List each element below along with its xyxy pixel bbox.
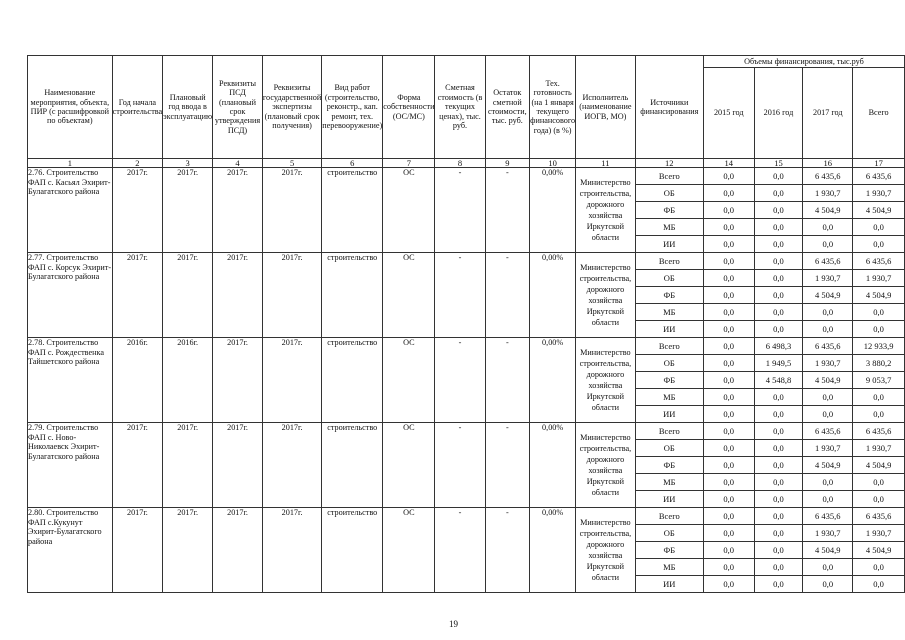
value-2015: 0,0 <box>703 270 754 287</box>
value-2016: 0,0 <box>754 185 803 202</box>
entry-ownership: ОС <box>383 508 435 593</box>
entry-remainder: - <box>485 423 530 508</box>
value-2017: 6 435,6 <box>803 253 853 270</box>
value-2016: 0,0 <box>754 457 803 474</box>
entry-year-start: 2017г. <box>112 253 163 338</box>
value-2017: 4 504,9 <box>803 202 853 219</box>
entry-name: 2.79. Строительство ФАП с. Ново-Николаевск Эхирит-Булагатского района <box>28 423 113 508</box>
value-2017: 0,0 <box>803 406 853 423</box>
entry-ownership: ОС <box>383 338 435 423</box>
value-2016: 0,0 <box>754 202 803 219</box>
value-total: 9 053,7 <box>853 372 905 389</box>
value-2016: 0,0 <box>754 576 803 593</box>
header-cost: Сметная стоимость (в текущих ценах), тыс. руб. <box>435 56 485 159</box>
source-label: ФБ <box>635 372 703 389</box>
value-2016: 0,0 <box>754 236 803 253</box>
value-2017: 4 504,9 <box>803 372 853 389</box>
value-2017: 4 504,9 <box>803 542 853 559</box>
source-label: Всего <box>635 253 703 270</box>
value-2015: 0,0 <box>703 406 754 423</box>
col-number: 3 <box>163 159 213 168</box>
value-2016: 4 548,8 <box>754 372 803 389</box>
source-label: МБ <box>635 389 703 406</box>
entry-remainder: - <box>485 508 530 593</box>
entry-year-start: 2017г. <box>112 508 163 593</box>
entry-readiness: 0,00% <box>530 508 576 593</box>
value-2015: 0,0 <box>703 355 754 372</box>
value-2017: 6 435,6 <box>803 508 853 525</box>
source-label: ОБ <box>635 355 703 372</box>
entry-psd: 2017г. <box>213 168 263 253</box>
value-2015: 0,0 <box>703 287 754 304</box>
col-number: 9 <box>485 159 530 168</box>
value-total: 0,0 <box>853 576 905 593</box>
value-2016: 0,0 <box>754 423 803 440</box>
entry-executor: Министерство строительства, дорожного хозяйства Иркутской области <box>576 253 636 338</box>
header-2017: 2017 год <box>803 68 853 159</box>
entry-name: 2.77. Строительство ФАП с. Корсук Эхирит-Булагатского района <box>28 253 113 338</box>
value-2016: 0,0 <box>754 287 803 304</box>
value-2016: 1 949,5 <box>754 355 803 372</box>
entry-work-type: строительство <box>322 253 383 338</box>
entry-year-plan: 2016г. <box>163 338 213 423</box>
source-label: Всего <box>635 338 703 355</box>
value-2016: 0,0 <box>754 304 803 321</box>
header-remainder: Остаток сметной стоимости, тыс. руб. <box>485 56 530 159</box>
col-number: 17 <box>853 159 905 168</box>
header-executor: Исполнитель (наименование ИОГВ, МО) <box>576 56 636 159</box>
value-total: 4 504,9 <box>853 457 905 474</box>
value-2016: 0,0 <box>754 321 803 338</box>
col-number: 15 <box>754 159 803 168</box>
entry-ownership: ОС <box>383 423 435 508</box>
entry-ownership: ОС <box>383 253 435 338</box>
value-2017: 0,0 <box>803 219 853 236</box>
entry-expertise: 2017г. <box>262 168 321 253</box>
entry-remainder: - <box>485 168 530 253</box>
entry-remainder: - <box>485 338 530 423</box>
value-total: 0,0 <box>853 406 905 423</box>
entry-year-plan: 2017г. <box>163 508 213 593</box>
entry-name: 2.80. Строительство ФАП с.Кукунут Эхирит-Булагатского района <box>28 508 113 593</box>
entry-name: 2.78. Строительство ФАП с. Рождественка Тайшетского района <box>28 338 113 423</box>
value-total: 0,0 <box>853 321 905 338</box>
table-row <box>28 508 905 525</box>
value-total: 1 930,7 <box>853 525 905 542</box>
entry-expertise: 2017г. <box>262 508 321 593</box>
table-row <box>28 423 905 440</box>
value-2017: 4 504,9 <box>803 457 853 474</box>
value-2015: 0,0 <box>703 389 754 406</box>
value-2017: 1 930,7 <box>803 185 853 202</box>
value-2015: 0,0 <box>703 185 754 202</box>
value-total: 12 933,9 <box>853 338 905 355</box>
entry-psd: 2017г. <box>213 508 263 593</box>
col-number: 10 <box>530 159 576 168</box>
entry-psd: 2017г. <box>213 423 263 508</box>
entry-year-start: 2017г. <box>112 168 163 253</box>
value-2016: 0,0 <box>754 508 803 525</box>
table-row <box>28 253 905 270</box>
col-number: 1 <box>28 159 113 168</box>
header-2016: 2016 год <box>754 68 803 159</box>
header-year-plan: Плановый год ввода в эксплуатацию <box>163 56 213 159</box>
entry-readiness: 0,00% <box>530 253 576 338</box>
col-number: 5 <box>262 159 321 168</box>
header-name: Наименование мероприятия, объекта, ПИР (с расшифровкой по объектам) <box>28 56 113 159</box>
value-2016: 0,0 <box>754 525 803 542</box>
col-number: 8 <box>435 159 485 168</box>
value-2015: 0,0 <box>703 457 754 474</box>
value-2016: 0,0 <box>754 389 803 406</box>
value-2015: 0,0 <box>703 576 754 593</box>
source-label: МБ <box>635 474 703 491</box>
source-label: ОБ <box>635 440 703 457</box>
header-2015: 2015 год <box>703 68 754 159</box>
value-total: 1 930,7 <box>853 270 905 287</box>
entry-work-type: строительство <box>322 168 383 253</box>
value-2016: 0,0 <box>754 406 803 423</box>
entry-psd: 2017г. <box>213 253 263 338</box>
value-2015: 0,0 <box>703 440 754 457</box>
col-number: 11 <box>576 159 636 168</box>
source-label: ИИ <box>635 236 703 253</box>
col-number: 4 <box>213 159 263 168</box>
col-number: 12 <box>635 159 703 168</box>
entry-work-type: строительство <box>322 423 383 508</box>
value-2017: 1 930,7 <box>803 440 853 457</box>
value-2016: 0,0 <box>754 270 803 287</box>
source-label: ФБ <box>635 542 703 559</box>
entry-cost: - <box>435 338 485 423</box>
source-label: Всего <box>635 508 703 525</box>
table-row <box>28 168 905 185</box>
value-2017: 0,0 <box>803 474 853 491</box>
header-year-start: Год начала строительства <box>112 56 163 159</box>
value-2016: 0,0 <box>754 491 803 508</box>
entry-year-start: 2017г. <box>112 423 163 508</box>
value-total: 6 435,6 <box>853 423 905 440</box>
source-label: Всего <box>635 168 703 185</box>
entry-executor: Министерство строительства, дорожного хозяйства Иркутской области <box>576 423 636 508</box>
header-funding-group: Объемы финансирования, тыс.руб <box>703 56 904 68</box>
entry-readiness: 0,00% <box>530 168 576 253</box>
value-2015: 0,0 <box>703 321 754 338</box>
value-2017: 0,0 <box>803 389 853 406</box>
value-total: 4 504,9 <box>853 202 905 219</box>
entry-expertise: 2017г. <box>262 338 321 423</box>
source-label: ИИ <box>635 406 703 423</box>
source-label: ОБ <box>635 525 703 542</box>
value-total: 1 930,7 <box>853 440 905 457</box>
entry-readiness: 0,00% <box>530 338 576 423</box>
col-number: 2 <box>112 159 163 168</box>
entry-cost: - <box>435 253 485 338</box>
value-2017: 4 504,9 <box>803 287 853 304</box>
value-total: 0,0 <box>853 474 905 491</box>
entry-work-type: строительство <box>322 338 383 423</box>
table-body <box>28 168 905 593</box>
value-total: 0,0 <box>853 491 905 508</box>
entry-cost: - <box>435 168 485 253</box>
value-2015: 0,0 <box>703 491 754 508</box>
header-expertise: Реквизиты государственной экспертизы (плановый срок получения) <box>262 56 321 159</box>
value-2015: 0,0 <box>703 508 754 525</box>
value-2015: 0,0 <box>703 559 754 576</box>
value-2015: 0,0 <box>703 542 754 559</box>
header-sources: Источники финансирования <box>635 56 703 159</box>
value-2017: 0,0 <box>803 576 853 593</box>
value-2015: 0,0 <box>703 236 754 253</box>
financing-table <box>27 55 905 593</box>
source-label: МБ <box>635 304 703 321</box>
entry-work-type: строительство <box>322 508 383 593</box>
entry-expertise: 2017г. <box>262 423 321 508</box>
source-label: МБ <box>635 219 703 236</box>
value-2015: 0,0 <box>703 525 754 542</box>
value-total: 1 930,7 <box>853 185 905 202</box>
value-2015: 0,0 <box>703 423 754 440</box>
value-2016: 0,0 <box>754 474 803 491</box>
value-total: 0,0 <box>853 304 905 321</box>
value-2016: 0,0 <box>754 542 803 559</box>
header-psd: Реквизиты ПСД (плановый срок утверждения ПСД) <box>213 56 263 159</box>
column-numbers-row <box>28 159 905 168</box>
value-2017: 1 930,7 <box>803 270 853 287</box>
source-label: ИИ <box>635 491 703 508</box>
value-2016: 0,0 <box>754 440 803 457</box>
value-total: 6 435,6 <box>853 253 905 270</box>
value-total: 0,0 <box>853 389 905 406</box>
col-number: 16 <box>803 159 853 168</box>
source-label: ФБ <box>635 457 703 474</box>
header-ownership: Форма собственности (ОС/МС) <box>383 56 435 159</box>
col-number: 6 <box>322 159 383 168</box>
value-2015: 0,0 <box>703 202 754 219</box>
value-2015: 0,0 <box>703 304 754 321</box>
table-row <box>28 338 905 355</box>
value-2017: 0,0 <box>803 491 853 508</box>
entry-readiness: 0,00% <box>530 423 576 508</box>
value-total: 6 435,6 <box>853 168 905 185</box>
value-total: 3 880,2 <box>853 355 905 372</box>
entry-executor: Министерство строительства, дорожного хозяйства Иркутской области <box>576 168 636 253</box>
entry-cost: - <box>435 423 485 508</box>
value-total: 0,0 <box>853 219 905 236</box>
source-label: ФБ <box>635 287 703 304</box>
value-2016: 0,0 <box>754 168 803 185</box>
value-2017: 6 435,6 <box>803 168 853 185</box>
entry-name: 2.76. Строительство ФАП с. Касьял Эхирит-Булагатского района <box>28 168 113 253</box>
source-label: ОБ <box>635 185 703 202</box>
header-total: Всего <box>853 68 905 159</box>
value-total: 0,0 <box>853 559 905 576</box>
value-2017: 0,0 <box>803 559 853 576</box>
value-total: 4 504,9 <box>853 287 905 304</box>
value-2015: 0,0 <box>703 338 754 355</box>
entry-executor: Министерство строительства, дорожного хозяйства Иркутской области <box>576 508 636 593</box>
entry-ownership: ОС <box>383 168 435 253</box>
value-2016: 6 498,3 <box>754 338 803 355</box>
col-number: 7 <box>383 159 435 168</box>
value-2015: 0,0 <box>703 219 754 236</box>
page-number: 19 <box>449 619 458 629</box>
value-total: 4 504,9 <box>853 542 905 559</box>
header-work-type: Вид работ (строительство, реконстр., кап. ремонт, тех. перевооружение) <box>322 56 383 159</box>
entry-year-plan: 2017г. <box>163 168 213 253</box>
value-2017: 0,0 <box>803 236 853 253</box>
source-label: ИИ <box>635 321 703 338</box>
entry-expertise: 2017г. <box>262 253 321 338</box>
value-total: 0,0 <box>853 236 905 253</box>
value-2015: 0,0 <box>703 253 754 270</box>
source-label: МБ <box>635 559 703 576</box>
table-header <box>28 56 905 168</box>
source-label: ФБ <box>635 202 703 219</box>
entry-year-start: 2016г. <box>112 338 163 423</box>
entry-cost: - <box>435 508 485 593</box>
value-2017: 6 435,6 <box>803 423 853 440</box>
entry-year-plan: 2017г. <box>163 253 213 338</box>
value-2015: 0,0 <box>703 474 754 491</box>
value-2017: 6 435,6 <box>803 338 853 355</box>
entry-psd: 2017г. <box>213 338 263 423</box>
source-label: ИИ <box>635 576 703 593</box>
value-2017: 0,0 <box>803 304 853 321</box>
value-total: 6 435,6 <box>853 508 905 525</box>
value-2015: 0,0 <box>703 372 754 389</box>
col-number: 14 <box>703 159 754 168</box>
source-label: Всего <box>635 423 703 440</box>
entry-remainder: - <box>485 253 530 338</box>
value-2016: 0,0 <box>754 559 803 576</box>
value-2016: 0,0 <box>754 253 803 270</box>
header-readiness: Тех. готовность (на 1 января текущего финансового года) (в %) <box>530 56 576 159</box>
value-2017: 1 930,7 <box>803 355 853 372</box>
entry-executor: Министерство строительства, дорожного хозяйства Иркутской области <box>576 338 636 423</box>
value-2017: 1 930,7 <box>803 525 853 542</box>
entry-year-plan: 2017г. <box>163 423 213 508</box>
source-label: ОБ <box>635 270 703 287</box>
value-2015: 0,0 <box>703 168 754 185</box>
value-2017: 0,0 <box>803 321 853 338</box>
value-2016: 0,0 <box>754 219 803 236</box>
